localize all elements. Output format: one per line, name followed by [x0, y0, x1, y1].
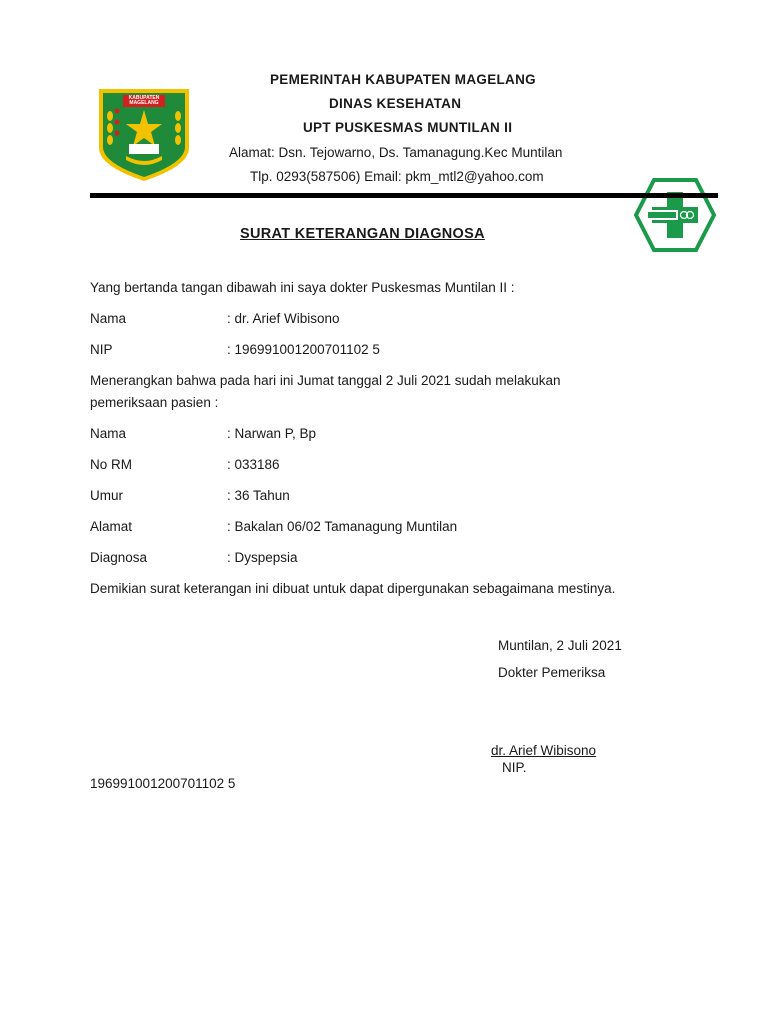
closing-text: Demikian surat keterangan ini dibuat untuk dapat dipergunakan sebagaimana mestinya.: [90, 581, 616, 596]
patient-rm-label: No RM: [90, 457, 133, 472]
signature-nip-label: NIP.: [502, 760, 527, 775]
intro-text: Yang bertanda tangan dibawah ini saya dokter Puskesmas Muntilan II :: [90, 280, 515, 295]
patient-name-value: : Narwan P, Bp: [227, 426, 317, 441]
department-name: DINAS KESEHATAN: [329, 96, 462, 111]
statement-line-2: pemeriksaan pasien :: [90, 395, 219, 410]
patient-rm-value: : 033186: [227, 457, 280, 472]
patient-age-value: : 36 Tahun: [227, 488, 290, 503]
signature-doctor-name: dr. Arief Wibisono: [491, 743, 597, 758]
institution-address: Alamat: Dsn. Tejowarno, Ds. Tamanagung.Kec Muntilan: [229, 145, 563, 160]
doctor-name-value: : dr. Arief Wibisono: [227, 311, 340, 326]
patient-diagnosis-label: Diagnosa: [90, 550, 148, 565]
doctor-nip-label: NIP: [90, 342, 113, 357]
puskesmas-logo-icon: [634, 178, 716, 252]
puskesmas-logo: [634, 178, 716, 252]
signature-nip-number: 196991001200701102 5: [90, 776, 236, 791]
emblem-banner-text: KABUPATEN MAGELANG: [128, 95, 160, 106]
patient-address-value: : Bakalan 06/02 Tamanagung Muntilan: [227, 519, 458, 534]
regency-emblem: [96, 86, 192, 184]
doctor-name-label: Nama: [90, 311, 127, 326]
doctor-nip-value: : 196991001200701102 5: [227, 342, 380, 357]
statement-line-1: Menerangkan bahwa pada hari ini Jumat tanggal 2 Juli 2021 sudah melakukan: [90, 373, 561, 388]
patient-age-label: Umur: [90, 488, 123, 503]
letterhead-divider: [90, 193, 718, 198]
patient-name-label: Nama: [90, 426, 127, 441]
government-name: PEMERINTAH KABUPATEN MAGELANG: [270, 72, 536, 87]
signature-role: Dokter Pemeriksa: [498, 665, 606, 680]
patient-diagnosis-value: : Dyspepsia: [227, 550, 298, 565]
institution-contact: Tlp. 0293(587506) Email: pkm_mtl2@yahoo.com: [250, 169, 544, 184]
patient-address-label: Alamat: [90, 519, 133, 534]
institution-name: UPT PUSKESMAS MUNTILAN II: [303, 120, 513, 135]
signature-place-date: Muntilan, 2 Juli 2021: [498, 638, 622, 653]
document-title: SURAT KETERANGAN DIAGNOSA: [240, 226, 485, 242]
